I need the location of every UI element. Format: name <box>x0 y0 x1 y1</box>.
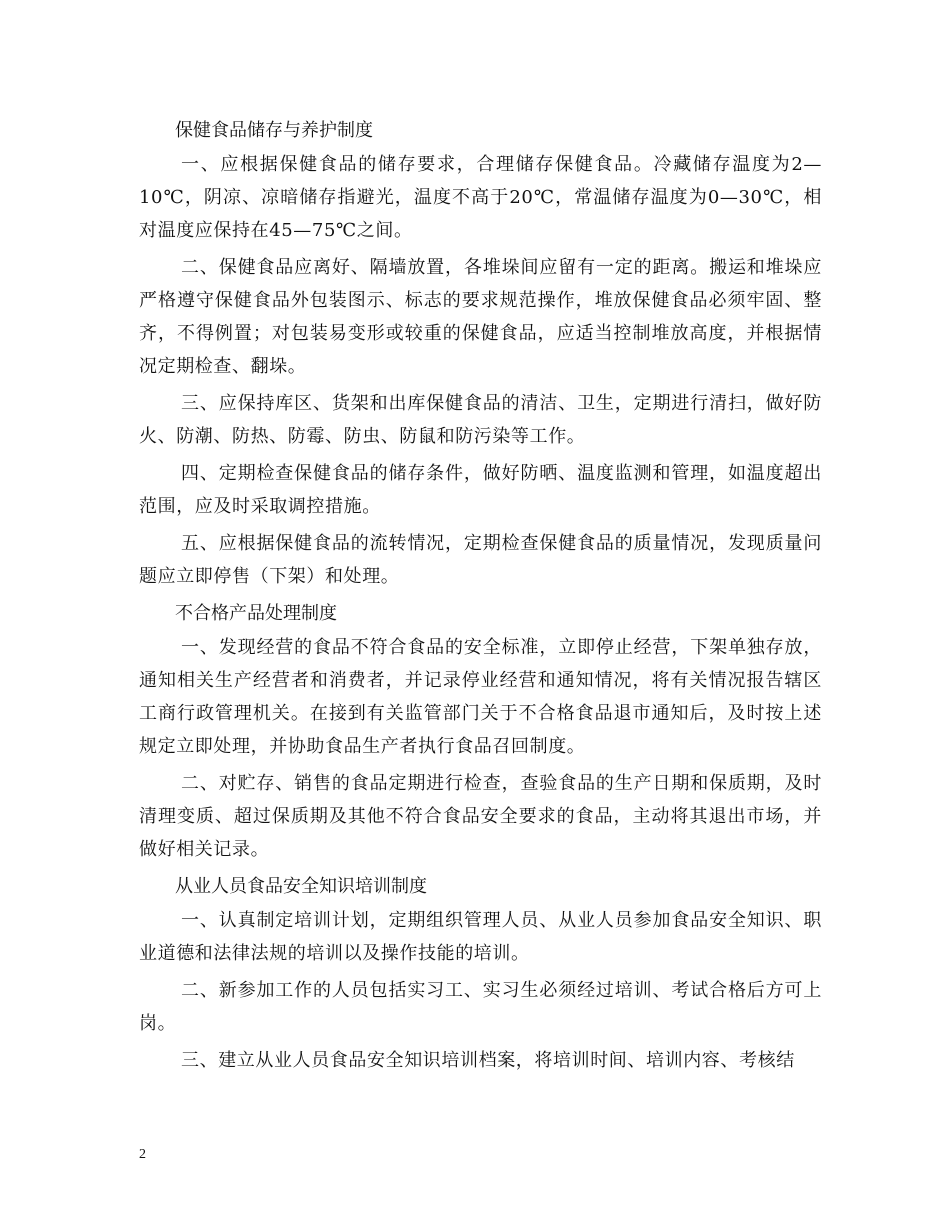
paragraph: 二、对贮存、销售的食品定期进行检查，查验食品的生产日期和保质期，及时清理变质、超过保质期及其他不符合食品安全要求的食品，主动将其退出市场，并做好相关记录。 <box>139 773 822 860</box>
section-storage <box>139 114 822 593</box>
paragraph: 三、应保持库区、货架和出库保健食品的清洁、卫生，定期进行清扫，做好防火、防潮、防热、防霉、防虫、防鼠和防污染等工作。 <box>139 393 822 447</box>
paragraph: 三、建立从业人员食品安全知识培训档案，将培训时间、培训内容、考核结 <box>181 1050 795 1071</box>
paragraph: 一、发现经营的食品不符合食品的安全标准，立即停止经营，下架单独存放，通知相关生产经营者和消费者，并记录停业经营和通知情况，将有关情况报告辖区工商行政管理机关。在接到有关监管部门关于不合格食品退市通知后，及时按上述规定立即处理，并协助食品生产者执行食品召回制度。 <box>139 637 822 757</box>
paragraph: 一、应根据保健食品的储存要求，合理储存保健食品。冷藏储存温度为2—10℃，阴凉、凉暗储存指避光，温度不高于20℃，常温储存温度为0—30℃，相对温度应保持在45—75℃之间。 <box>139 154 822 241</box>
paragraph: 二、新参加工作的人员包括实习工、实习生必须经过培训、考试合格后方可上岗。 <box>139 980 822 1034</box>
section-title: 从业人员食品安全知识培训制度 <box>175 876 427 897</box>
paragraph: 五、应根据保健食品的流转情况，定期检查保健食品的质量情况，发现质量问题应立即停售（下架）和处理。 <box>139 533 822 587</box>
section-nonconforming-products <box>139 597 822 866</box>
section-title: 不合格产品处理制度 <box>175 603 337 624</box>
section-staff-training <box>139 870 822 1077</box>
document-body <box>139 114 822 1081</box>
section-title: 保健食品储存与养护制度 <box>175 120 373 141</box>
paragraph: 四、定期检查保健食品的储存条件，做好防晒、温度监测和管理，如温度超出范围，应及时采取调控措施。 <box>139 463 822 517</box>
paragraph: 一、认真制定培训计划，定期组织管理人员、从业人员参加食品安全知识、职业道德和法律法规的培训以及操作技能的培训。 <box>139 910 822 964</box>
paragraph: 二、保健食品应离好、隔墙放置，各堆垛间应留有一定的距离。搬运和堆垛应严格遵守保健食品外包装图示、标志的要求规范操作，堆放保健食品必须牢固、整齐，不得例置；对包装易变形或较重的保健食品，应适当控制堆放高度，并根据情况定期检查、翻垛。 <box>139 257 822 377</box>
page-number: 2 <box>139 1147 146 1162</box>
